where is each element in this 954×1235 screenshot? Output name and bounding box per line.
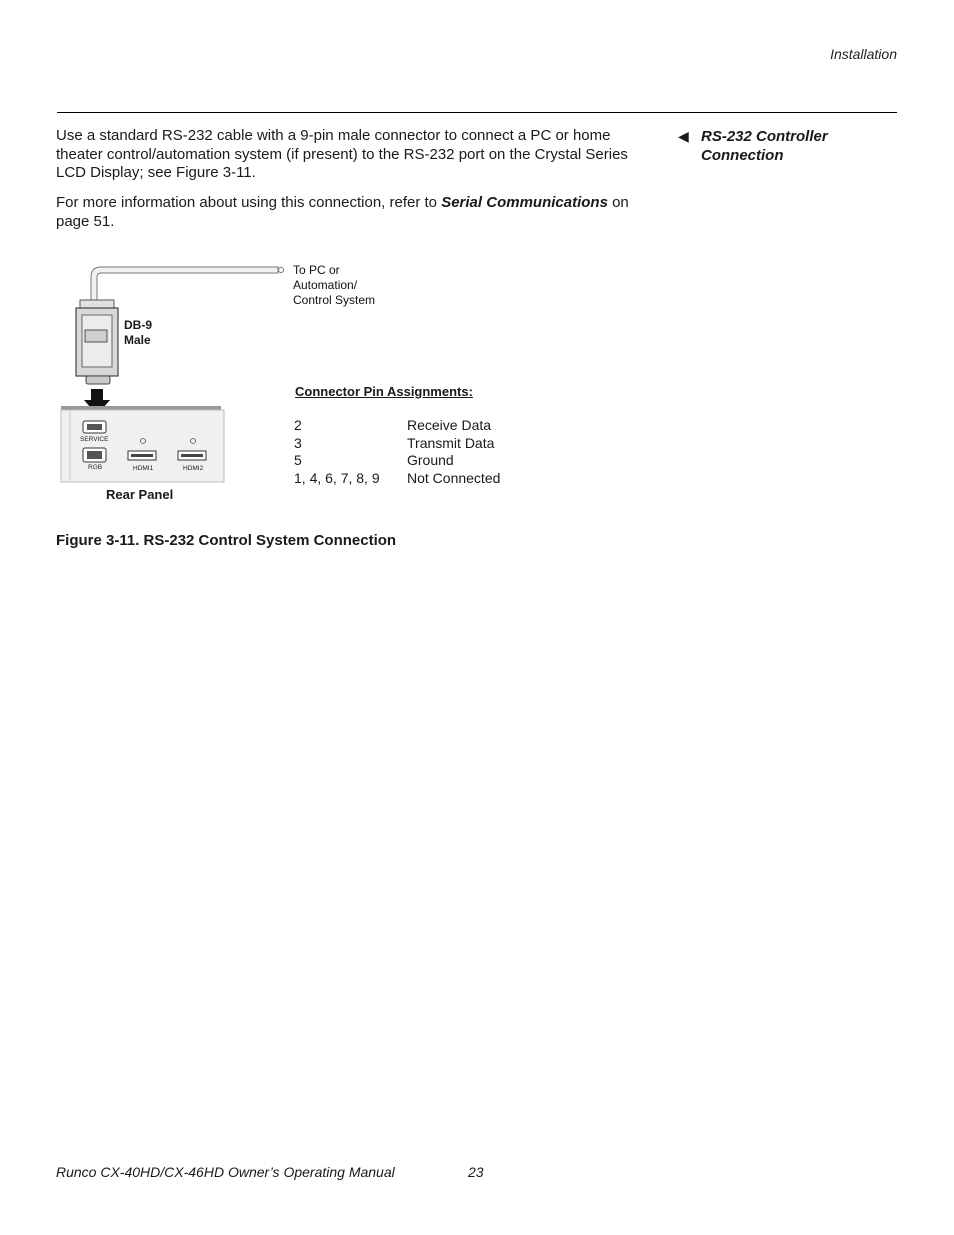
serial-communications-link[interactable]: Serial Communications [441, 194, 608, 211]
pin-function: Transmit Data [407, 434, 495, 451]
running-header: Installation [830, 46, 897, 62]
pin-row [294, 470, 500, 488]
footer-page-number: 23 [468, 1164, 484, 1180]
service-port-icon [83, 421, 106, 433]
rs232-connection-diagram [56, 255, 296, 490]
pin-row [294, 417, 500, 435]
reference-text-after: on page 51. [56, 194, 629, 230]
rear-panel-label: Rear Panel [106, 487, 174, 502]
connector-label-line1: DB-9 [124, 318, 153, 332]
figure-caption: Figure 3-11. RS-232 Control System Connection [56, 532, 397, 549]
reference-text-before: For more information about using this connection, refer to [56, 194, 442, 211]
pointer-arrow-icon: ◀ [678, 128, 689, 144]
pin-number: 1, 4, 6, 7, 8, 9 [294, 469, 380, 486]
footer-manual-title: Runco CX-40HD/CX-46HD Owner’s Operating Manual [56, 1164, 395, 1180]
service-port-label: SERVICE [80, 436, 109, 443]
to-pc-label: To PC or Automation/ Control System [293, 263, 376, 307]
header-rule [57, 112, 897, 113]
cable-end-icon [279, 268, 284, 273]
pin-assignments-table [294, 417, 500, 487]
pin-function: Not Connected [407, 469, 501, 486]
pin-number: 5 [294, 452, 302, 468]
connector-label-line2: Male [124, 333, 151, 347]
pin-assignments-title: Connector Pin Assignments: [295, 384, 473, 399]
pin-row [294, 452, 500, 470]
hdmi2-port-label: HDMI2 [183, 465, 204, 472]
pin-number: 2 [294, 417, 302, 433]
pin-function: Ground [407, 452, 454, 468]
connector-label [124, 318, 152, 348]
pin-row [294, 435, 500, 453]
intro-paragraph: Use a standard RS-232 cable with a 9-pin male connector to connect a PC or home theater control/automation system (if present) to the RS-232 port on the Crystal Series LCD Display; see Figure 3-11. [56, 127, 628, 181]
serial-cable [91, 267, 278, 303]
hdmi1-port-label: HDMI1 [133, 465, 154, 472]
reference-paragraph [56, 194, 656, 231]
pin-number: 3 [294, 434, 302, 451]
sidebar-heading-text: RS-232 Controller Connection [701, 128, 828, 164]
pin-function: Receive Data [407, 417, 492, 433]
rgb-port-icon [83, 448, 106, 462]
rear-panel-graphic [61, 406, 224, 482]
db9-connector-icon [76, 300, 118, 384]
rgb-port-label: RGB [88, 464, 103, 471]
